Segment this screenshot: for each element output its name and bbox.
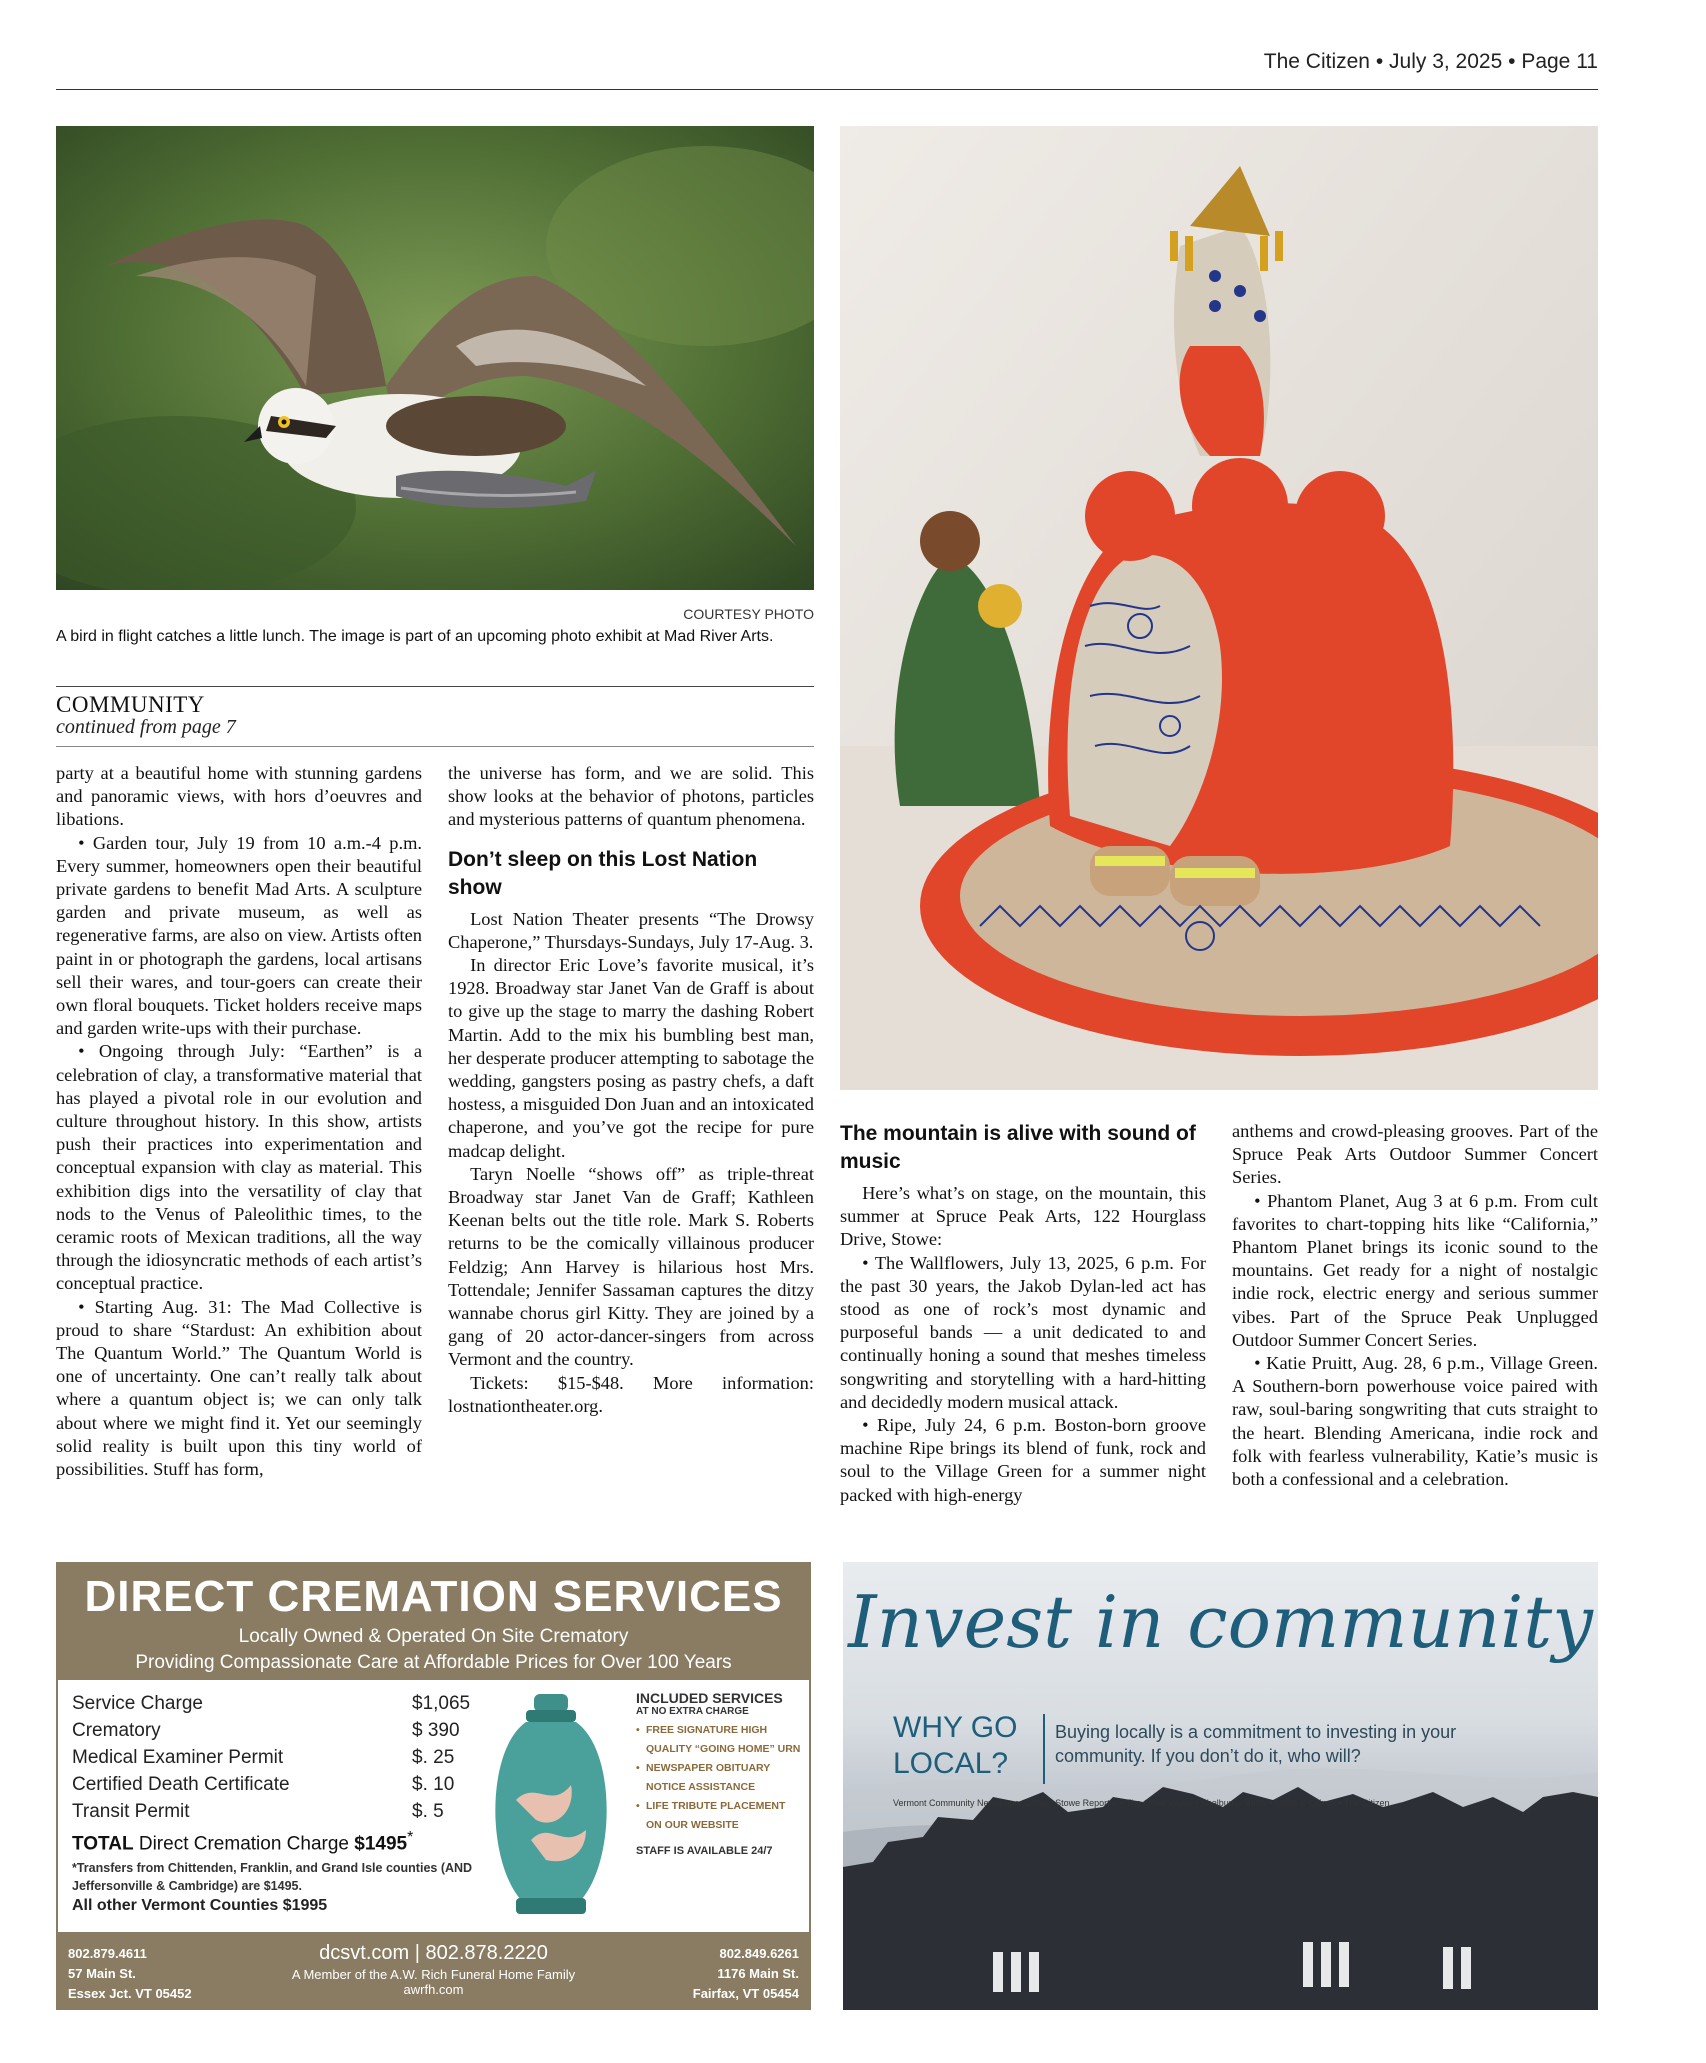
other-counties: All other Vermont Counties $1995 [72,1897,328,1915]
paragraph: • Starting Aug. 31: The Mad Collective is proud to share “Stardust: An exhibition about The Quantum World.” The Quantum World is one of uncertainty. One can’t really talk about where a quantum object is; we can only talk about where we might find it. Yet our seemingly solid reality is built upon this tiny world of possibilities. Stuff has form, [56,1296,422,1480]
lost-nation-headline: Don’t sleep on this Lost Nation show [448,847,758,899]
newspaper-group: Vermont Community Newspaper Group: Stowe Reporter • The Other Paper • Shelburne News • News & Citizen • The Citizen [893,1798,1390,1808]
issue-date: July 3, 2025 [1389,50,1503,73]
section-label: COMMUNITY [56,692,205,717]
why-go-local: WHY GO LOCAL? [893,1711,1018,1780]
article-column-2 [448,762,814,1418]
ad-headline: Invest in community [848,1580,1593,1664]
paragraph: In director Eric Love’s favorite musical, it’s 1928. Broadway star Janet Van de Graff is about to give up the stage to marry the dashing Robert Martin. Add to the mix his bumbling best man, her desperate producer attempting to sabotage the wedding, gangsters posing as pastry chefs, a daft hostess, a misguided Don Juan and an intoxicated chaperone, and you’ve got the recipe for pure madcap delight. [448,955,814,1161]
ceramic-sculpture-photo [840,126,1598,1090]
price-value: $1,065 [412,1693,471,1714]
ad-divider [1043,1714,1045,1784]
price-list [72,1690,482,1915]
total-label: Direct Cremation Charge [138,1833,349,1855]
section-subrule [56,746,814,747]
jump-line: continued from page 7 [56,716,236,738]
paragraph: the universe has form, and we are solid. This show looks at the behavior of photons, particles and mysterious patterns of quantum phenomena. [448,763,814,830]
staff-availability: STAFF IS AVAILABLE 24/7 [636,1845,773,1857]
essex-location [68,1944,192,2004]
paragraph: anthems and crowd-pleasing grooves. Part of the Spruce Peak Arts Outdoor Summer Concert Series. [1232,1121,1598,1188]
ad-contact [236,1942,631,1997]
paragraph: Tickets: $15-$48. More information: lostnationtheater.org. [448,1372,814,1416]
price-value: $. 5 [412,1801,444,1822]
price-item: Certified Death Certificate [72,1774,290,1795]
price-value: $. 25 [412,1747,455,1768]
fairfax-location [693,1944,799,2004]
article-column-4 [1232,1120,1598,1491]
publication-name: The Citizen [1263,50,1370,73]
cremation-ad [56,1562,811,2010]
page-number: Page 11 [1521,50,1598,73]
included-services [636,1690,801,1857]
invest-ad [843,1562,1598,2010]
total-asterisk: * [407,1829,414,1846]
price-row [72,1690,482,1717]
total-bold: TOTAL [72,1833,134,1855]
folio-bullet: • [1508,50,1522,73]
ad-title: DIRECT CREMATION SERVICES [84,1572,783,1621]
osprey-photo [56,126,814,590]
price-item: Medical Examiner Permit [72,1747,284,1768]
paragraph: • The Wallflowers, July 13, 2025, 6 p.m. For the past 30 years, the Jakob Dylan-led act has stood as one of rock’s most dynamic and purposeful bands — a unit dedicated to and continually honing a sound that meshes timeless songwriting and storytelling with a hard-hitting and decidedly modern musical attack. [840,1252,1206,1412]
street-address: 57 Main St. [68,1966,136,1981]
included-list [636,1721,801,1835]
paragraph: • Garden tour, July 19 from 10 a.m.-4 p.m. Every summer, homeowners open their beautiful private gardens to benefit Mad Arts. A sculpture garden and private museum, as well as regenerative farms, are also on view. Artists often paint in or photograph the gardens, local artisans sell their wares, and tour-goers can create their own floral bouquets. Ticket holders receive maps and garden write-ups with their purchase. [56,832,422,1039]
ad-subtitle: Providing Compassionate Care at Affordable Prices for Over 100 Years [135,1652,732,1673]
paragraph: Here’s what’s on stage, on the mountain, this summer at Spruce Peak Arts, 122 Hourglass Drive, Stowe: [840,1183,1206,1250]
total-price: $1495 [354,1833,408,1855]
mountain-headline: The mountain is alive with sound of music [840,1122,1196,1173]
paragraph: • Phantom Planet, Aug 3 at 6 p.m. From cult favorites to chart-topping hits like “California,” Phantom Planet brings its iconic sound to the mountains. Get ready for a night of nostalgic indie rock, electric energy and serious summer vibes. Part of the Spruce Peak Unplugged Outdoor Summer Concert Series. [1232,1190,1598,1350]
price-item: Service Charge [72,1693,203,1714]
price-value: $. 10 [412,1774,455,1795]
article-column-3 [840,1120,1206,1507]
included-item: • NEWSPAPER OBITUARY NOTICE ASSISTANCE [636,1759,801,1797]
included-header: INCLUDED SERVICES [636,1690,783,1706]
street-address: 1176 Main St. [717,1966,799,1981]
photo-credit: COURTESY PHOTO [683,606,814,622]
phone-number: 802.879.4611 [68,1946,147,1961]
paragraph: Taryn Noelle “shows off” as triple-threat Broadway star Janet Van de Graff; Kathleen Keenan belts out the title role. Mark S. Roberts returns to be the comically villainous producer Feldzig; Ann Harvey is hilarious host Mrs. Tottendale; Jennifer Sassaman captures the ditzy wannabe chorus girl Kitty. They are joined by a gang of 20 actor-dancer-singers from across Vermont and the country. [448,1163,814,1370]
included-item: • FREE SIGNATURE HIGH QUALITY “GOING HOME” URN [636,1721,801,1759]
paragraph: • Katie Pruitt, Aug. 28, 6 p.m., Village Green. A Southern-born powerhouse voice paired with raw, soul-baring songwriting that cuts straight to the heart. Blending Americana, indie rock and folk with fearless vulnerability, Katie’s music is both a confessional and a celebration. [1232,1353,1598,1490]
price-item: Transit Permit [72,1801,190,1822]
website-phone: dcsvt.com | 802.878.2220 [319,1942,548,1964]
article-column-1 [56,762,422,1481]
included-item: • LIFE TRIBUTE PLACEMENT ON OUR WEBSITE [636,1797,801,1835]
price-row [72,1717,482,1744]
price-panel [56,1678,811,1934]
phone-number: 802.849.6261 [719,1946,799,1961]
total-charge [72,1829,482,1855]
city-address: Essex Jct. VT 05452 [68,1986,192,2001]
price-row [72,1771,482,1798]
transfer-note: *Transfers from Chittenden, Franklin, and Grand Isle counties (AND Jeffersonville & Cambridge) are $1495. [72,1861,473,1894]
masthead [56,50,1598,90]
paragraph: party at a beautiful home with stunning gardens and panoramic views, with hors d’oeuvres and libations. [56,763,422,830]
included-subheader: AT NO EXTRA CHARGE [636,1706,749,1717]
ad-footer [56,1938,811,2010]
paragraph: • Ripe, July 24, 6 p.m. Boston-born groove machine Ripe brings its blend of funk, rock and soul to the Village Green for a summer night packed with high-energy [840,1415,1206,1505]
ad-pitch: Buying locally is a commitment to investing in your community. If you don’t do it, who will? [1055,1722,1457,1766]
ad-subtitle: Locally Owned & Operated On Site Crematory [238,1626,629,1647]
awr-website: awrfh.com [403,1982,464,1997]
price-item: Crematory [72,1720,161,1741]
page-folio [1264,50,1598,74]
urn-image [476,1690,626,1926]
price-row [72,1798,482,1825]
city-address: Fairfax, VT 05454 [692,1986,799,2001]
paragraph: • Ongoing through July: “Earthen” is a celebration of clay, a transformative material that has played a pivotal role in our evolution and culture throughout history. In this show, artists push their practices into experimentation and conceptual expansion with clay as material. This exhibition digs into the versatility of clay that nods to the Venus of Paleolithic times, to the ceramic roots of Mexican traditions, all the way through the idiosyncratic methods of each artist’s conceptual practice. [56,1041,422,1294]
photo-caption: A bird in flight catches a little lunch. The image is part of an upcoming photo exhibit at Mad River Arts. [56,628,774,645]
paragraph: Lost Nation Theater presents “The Drowsy Chaperone,” Thursdays-Sundays, July 17-Aug. 3. [448,908,814,952]
price-row [72,1744,482,1771]
folio-bullet: • [1375,50,1390,73]
price-value: $ 390 [412,1720,460,1741]
section-rule [56,686,814,687]
membership-line: A Member of the A.W. Rich Funeral Home Family [291,1967,576,1982]
